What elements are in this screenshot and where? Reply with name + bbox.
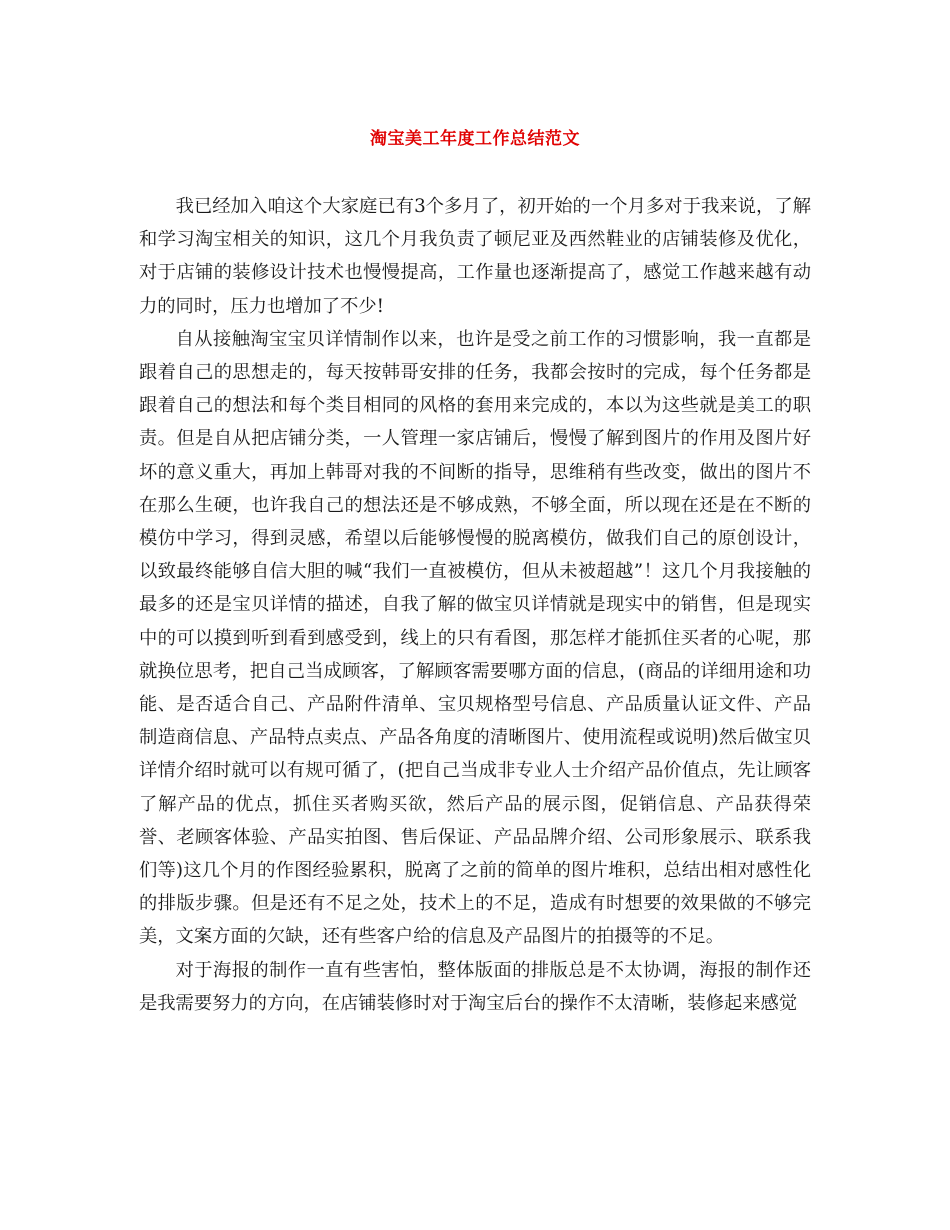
document-body (139, 190, 811, 1020)
paragraph: 自从接触淘宝宝贝详情制作以来，也许是受之前工作的习惯影响，我一直都是跟着自己的思想走的，每天按韩哥安排的任务，我都会按时的完成，每个任务都是跟着自己的想法和每个类目相同的风格的套用来完成的，本以为这些就是美工的职责。但是自从把店铺分类，一人管理一家店铺后，慢慢了解到图片的作用及图片好坏的意义重大，再加上韩哥对我的不间断的指导，思维稍有些改变，做出的图片不在那么生硬，也许我自己的想法还是不够成熟，不够全面，所以现在还是在不断的模仿中学习，得到灵感，希望以后能够慢慢的脱离模仿，做我们自己的原创设计，以致最终能够自信大胆的喊“我们一直被模仿，但从未被超越”！这几个月我接触的最多的还是宝贝详情的描述，自我了解的做宝贝详情就是现实中的销售，但是现实中的可以摸到听到看到感受到，线上的只有看图，那怎样才能抓住买者的心呢，那就换位思考，把自己当成顾客，了解顾客需要哪方面的信息，(商品的详细用途和功能、是否适合自己、产品附件清单、宝贝规格型号信息、产品质量认证文件、产品制造商信息、产品特点卖点、产品各角度的清晰图片、使用流程或说明)然后做宝贝详情介绍时就可以有规可循了，(把自己当成非专业人士介绍产品价值点，先让顾客了解产品的优点，抓住买者购买欲，然后产品的展示图，促销信息、产品获得荣誉、老顾客体验、产品实拍图、售后保证、产品品牌介绍、公司形象展示、联系我们等)这几个月的作图经验累积，脱离了之前的简单的图片堆积，总结出相对感性化的排版步骤。但是还有不足之处，技术上的不足，造成有时想要的效果做的不够完美，文案方面的欠缺，还有些客户给的信息及产品图片的拍摄等的不足。 (139, 328, 811, 948)
paragraph: 我已经加入咱这个大家庭已有3个多月了，初开始的一个月多对于我来说，了解和学习淘宝相关的知识，这几个月我负责了顿尼亚及西然鞋业的店铺装修及优化，对于店铺的装修设计技术也慢慢提高，工作量也逐渐提高了，感觉工作越来越有动力的同时，压力也增加了不少! (139, 196, 811, 317)
paragraph: 对于海报的制作一直有些害怕，整体版面的排版总是不太协调，海报的制作还是我需要努力的方向，在店铺装修时对于淘宝后台的操作不太清晰，装修起来感觉 (139, 959, 811, 1014)
document-title: 淘宝美工年度工作总结范文 (370, 129, 580, 149)
